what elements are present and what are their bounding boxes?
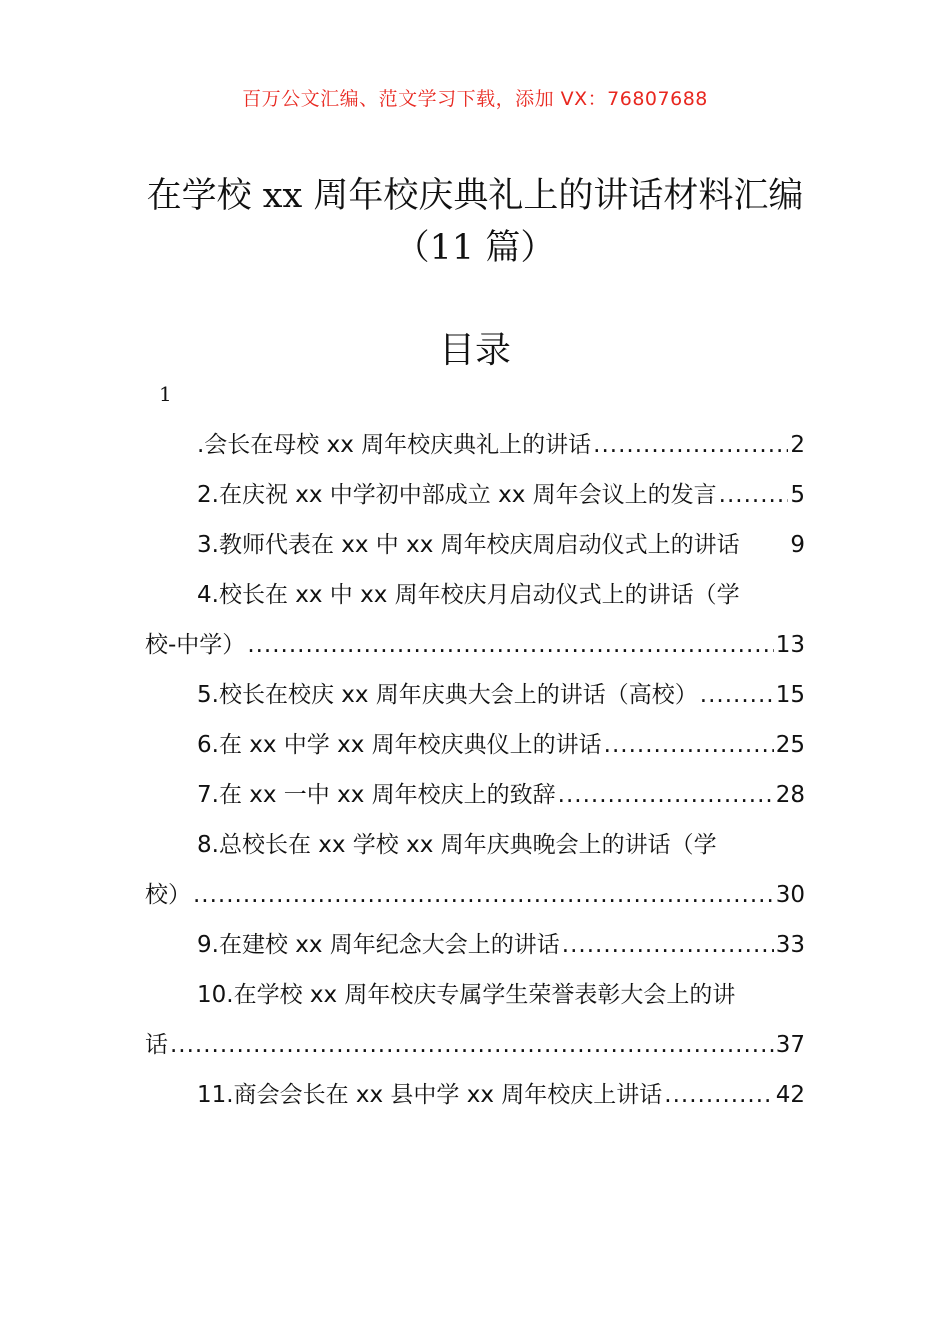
dot-leader [593, 420, 788, 470]
toc-entry-text-line-1: 10.在学校 xx 周年校庆专属学生荣誉表彰大会上的讲 [197, 982, 736, 1008]
toc-entry-text: 9.在建校 xx 周年纪念大会上的讲话 [197, 932, 560, 958]
toc-entry-page: 9 [790, 532, 805, 558]
toc-entry-text: 7.在 xx 一中 xx 周年校庆上的致辞 [197, 782, 556, 808]
toc-entry-10[interactable] [145, 970, 805, 1070]
header-note: 百万公文汇编、范文学习下载，添加 VX：76807688 [242, 88, 708, 110]
toc-entry-text: 11.商会会长在 xx 县中学 xx 周年校庆上讲话 [197, 1082, 663, 1108]
toc-entry-page: 5 [790, 482, 805, 508]
dot-leader [562, 920, 774, 970]
toc-entry-2[interactable] [145, 470, 805, 520]
toc-entry-page: 13 [775, 632, 805, 658]
section-number: 1 [159, 382, 172, 406]
dot-leader [247, 620, 773, 670]
toc-entry-page: 15 [775, 682, 805, 708]
toc-entry-page: 28 [775, 782, 805, 808]
toc-entry-4[interactable] [145, 570, 805, 670]
toc-entry-text-line-2: 校） [145, 882, 191, 908]
toc-entry-page: 37 [775, 1032, 805, 1058]
toc-entry-5[interactable] [145, 670, 805, 720]
toc-entry-text-line-1: 8.总校长在 xx 学校 xx 周年庆典晚会上的讲话（学 [197, 832, 717, 858]
toc-entry-text-line-2: 话 [145, 1032, 168, 1058]
toc-entry-3[interactable] [145, 520, 805, 570]
table-of-contents [145, 420, 805, 1120]
toc-entry-text: .会长在母校 xx 周年校庆典礼上的讲话 [197, 432, 592, 458]
dot-leader [719, 470, 789, 520]
toc-entry-page: 33 [775, 932, 805, 958]
toc-entry-page: 2 [790, 432, 805, 458]
toc-entry-9[interactable] [145, 920, 805, 970]
toc-entry-text-line-1: 4.校长在 xx 中 xx 周年校庆月启动仪式上的讲话（学 [197, 582, 740, 608]
toc-entry-text: 6.在 xx 中学 xx 周年校庆典仪上的讲话 [197, 732, 602, 758]
title-line-1: 在学校 xx 周年校庆典礼上的讲话材料汇编 [146, 176, 804, 216]
dot-leader [170, 1020, 774, 1070]
toc-entry-page: 25 [775, 732, 805, 758]
toc-heading: 目录 [438, 330, 511, 371]
toc-entry-text-line-2: 校-中学） [145, 632, 246, 658]
dot-leader [193, 870, 774, 920]
title-line-2: （11 篇） [394, 228, 556, 268]
dot-leader [664, 1070, 773, 1120]
dot-leader [700, 670, 774, 720]
toc-entry-6[interactable] [145, 720, 805, 770]
toc-entry-8[interactable] [145, 820, 805, 920]
document-title [60, 170, 890, 274]
dot-leader [558, 770, 774, 820]
dot-leader [604, 720, 774, 770]
toc-entry-text: 2.在庆祝 xx 中学初中部成立 xx 周年会议上的发言 [197, 482, 717, 508]
toc-entry-page: 42 [775, 1082, 805, 1108]
toc-entry-1[interactable] [145, 420, 805, 470]
toc-entry-text: 3.教师代表在 xx 中 xx 周年校庆周启动仪式上的讲话 [197, 532, 740, 558]
toc-entry-7[interactable] [145, 770, 805, 820]
toc-entry-text: 5.校长在校庆 xx 周年庆典大会上的讲话（高校） [197, 682, 698, 708]
toc-entry-11[interactable] [145, 1070, 805, 1120]
toc-entry-page: 30 [775, 882, 805, 908]
